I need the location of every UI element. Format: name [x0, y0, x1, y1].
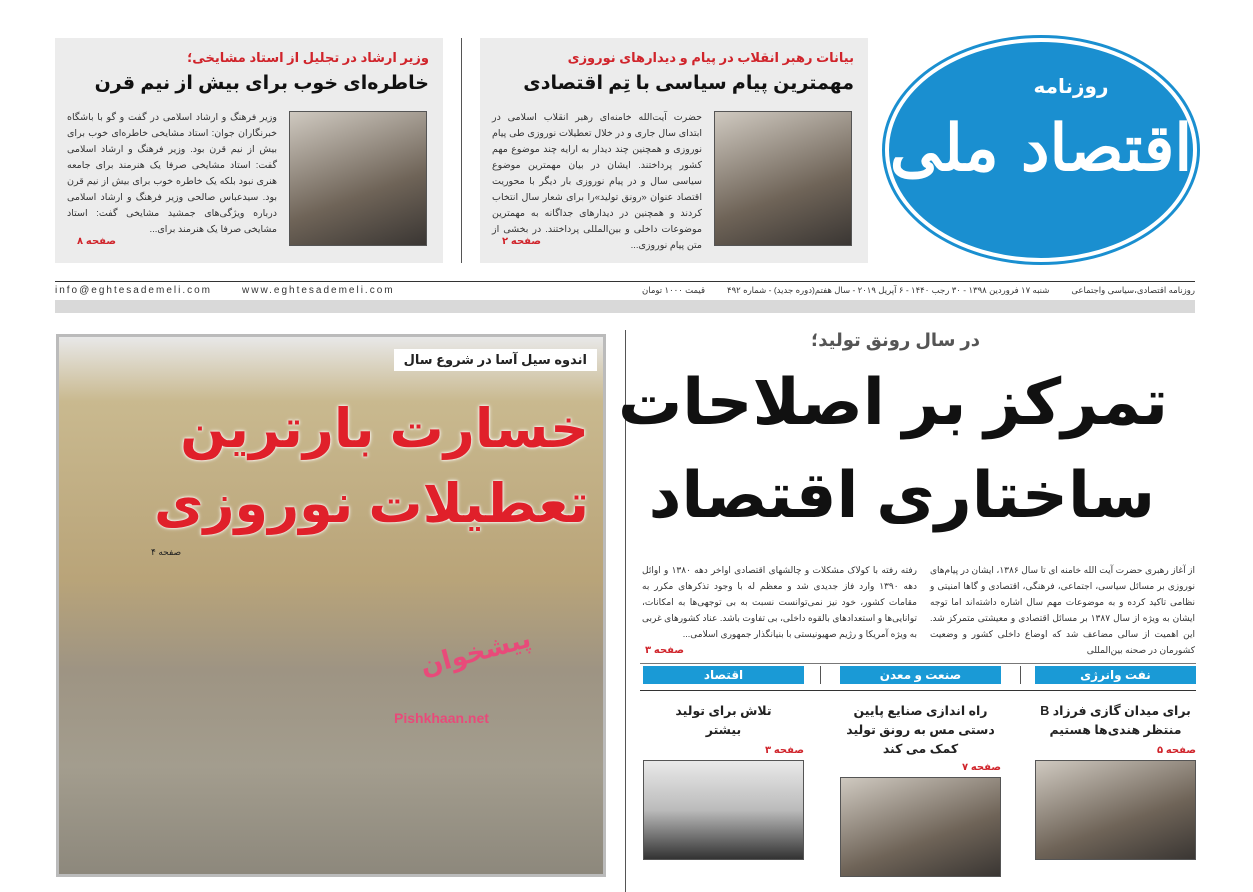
info-bar-right	[642, 282, 1195, 299]
section-label: صنعت و معدن	[840, 666, 1001, 684]
lead-page: صفحه ۳	[645, 645, 685, 656]
photo-headline-2: تعطیلات نوروزی	[153, 474, 589, 534]
lead-body-col2: رفته رفته با کولاک مشکلات و چالشهای اقتصادی اواخر دهه ۱۳۸۰ و اوائل دهه ۱۳۹۰ وارد فاز جدیدی شد و معظم له با وجود تذکرهای مکرر به مقامات کشور، خود نیز نمی‌توانست نسبت به بی توجهی‌ها به امکانات، توانایی‌ها و استعدادهای بالقوه داخلی، بی تفاوت باشد. عناد کشورهای غربی به ویژه آمریکا و رژیم صهیونیستی با بنیانگذار جمهوری اسلامی...	[642, 565, 917, 639]
divider	[461, 38, 462, 263]
teaser-headline: خاطره‌ای خوب برای بیش از نیم قرن	[94, 73, 429, 94]
teaser-photo	[714, 111, 852, 246]
teaser-leader[interactable]	[480, 38, 868, 263]
watermark-url: Pishkhaan.net	[394, 710, 489, 726]
email-link[interactable]: info@eghtesademeli.com	[55, 285, 212, 296]
lead-kicker: در سال رونق تولید؛	[811, 330, 980, 350]
website-link[interactable]: www.eghtesademeli.com	[242, 285, 395, 296]
price: قیمت ۱۰۰۰ تومان	[642, 285, 706, 295]
section-photo	[1035, 760, 1196, 860]
info-bar-left	[55, 282, 395, 299]
masthead-name: اقتصاد ملی	[889, 111, 1193, 186]
lead-headline-1: تمرکز بر اصلاحات	[617, 366, 1168, 438]
teaser-kicker: بیانات رهبر انقلاب در پیام و دیدارهای نوروزی	[567, 50, 854, 65]
section-photo	[643, 760, 804, 860]
teaser-kicker: وزیر ارشاد در تجلیل از استاد مشایخی؛	[187, 50, 429, 65]
info-bar	[55, 281, 1195, 299]
section-label: نفت وانرژی	[1035, 666, 1196, 684]
lead-headline-2: ساختاری اقتصاد	[648, 459, 1155, 531]
teaser-minister[interactable]	[55, 38, 443, 263]
gray-strip	[55, 300, 1195, 313]
teaser-page: صفحه ۸	[77, 236, 117, 247]
photo-headline-1: خسارت بارترین	[180, 399, 589, 459]
divider	[820, 666, 821, 684]
paper-type: روزنامه اقتصادی،سیاسی واجتماعی	[1071, 285, 1195, 295]
section-headline: راه اندازی صنایع پایین دستی مس به رونق تولید کمک می کند	[846, 704, 995, 756]
section-page: صفحه ۵	[1156, 745, 1196, 756]
photo-kicker: اندوه سیل آسا در شروع سال	[394, 349, 597, 371]
teaser-page: صفحه ۲	[502, 236, 542, 247]
watermark: پیشخوان	[416, 622, 534, 682]
section-photo	[840, 777, 1001, 877]
section-headline: تلاش برای تولید بیشتر	[675, 704, 772, 737]
photo-story[interactable]	[56, 334, 606, 877]
issue-date: شنبه ۱۷ فروردین ۱۳۹۸ - ۳۰ رجب ۱۴۴۰ - ۶ آپریل ۲۰۱۹ - سال هفتم(دوره جدید) - شماره ۴۹۲	[727, 285, 1050, 295]
lead-body-col1: از آغاز رهبری حضرت آیت الله خامنه ای تا سال ۱۳۸۶، ایشان در پیام‌های نوروزی بر مسائل سیاسی، اجتماعی، فرهنگی، اقتصادی و گاها امنیتی و نظامی تاکید کرده و به موضوعات مهم سال اشاره داشته‌اند اما توجه ایشان به ویژه از سال ۱۳۸۷ بر مسائل اقتصادی و معیشتی متمرکز شد. این اهمیت از سالی مضاعف شد که اوضاع داخلی کشور و وضعیت کشورمان در صحنه بین‌المللی	[930, 565, 1195, 655]
section-page: صفحه ۷	[961, 762, 1001, 773]
section-label: اقتصاد	[643, 666, 804, 684]
sections-top-rule	[640, 663, 1196, 664]
photo-page: صفحه ۴	[151, 547, 182, 557]
masthead-logo	[885, 38, 1197, 262]
section-oil-energy[interactable]	[1035, 666, 1196, 860]
section-industry-mining[interactable]	[840, 666, 1001, 877]
teaser-photo	[289, 111, 427, 246]
masthead-small: روزنامه	[1033, 76, 1109, 98]
teaser-headline: مهمترین پیام سیاسی با تِم اقتصادی	[523, 73, 854, 94]
teaser-body: وزیر فرهنگ و ارشاد اسلامی در گفت و گو با باشگاه خبرنگاران جوان: استاد مشایخی خاطره‌ای خوب برای بیش از نیم قرن بود. وزیر فرهنگ و ارشاد اسلامی گفت: استاد مشایخی صرفا یک هنرمند برای جامعه هنری نبود بلکه یک خاطره خوب برای بیش از نیم قرن بود. سیدعباس صالحی وزیر فرهنگ و ارشاد اسلامی درباره ویژگی‌های جمشید مشایخی گفت: استاد مشایخی صرفا یک هنرمند برای...	[67, 112, 277, 235]
section-headline: برای میدان گازی فرزاد B منتظر هندی‌ها هستیم	[1040, 704, 1191, 737]
section-page: صفحه ۳	[764, 745, 804, 756]
section-economy[interactable]	[643, 666, 804, 860]
teaser-body: حضرت آیت‌الله خامنه‌ای رهبر انقلاب اسلامی در ابتدای سال جاری و در خلال تعطیلات نوروزی طی پیام نوروزی و همچنین چند دیدار به ارایه چند موضوع مهم کشور پرداختند. ایشان در بیان مهمترین موضوع سیاسی سال و در پیام نوروزی بار دیگر با محوریت اقتصاد عنوان «رونق تولید»را برای شعار سال انتخاب کردند و همچنین در دیدارهای جداگانه به مهمترین موضوعات داخلی و بین‌المللی پرداختند. در بخشی از متن پیام نوروزی...	[492, 112, 702, 251]
divider	[1020, 666, 1021, 684]
